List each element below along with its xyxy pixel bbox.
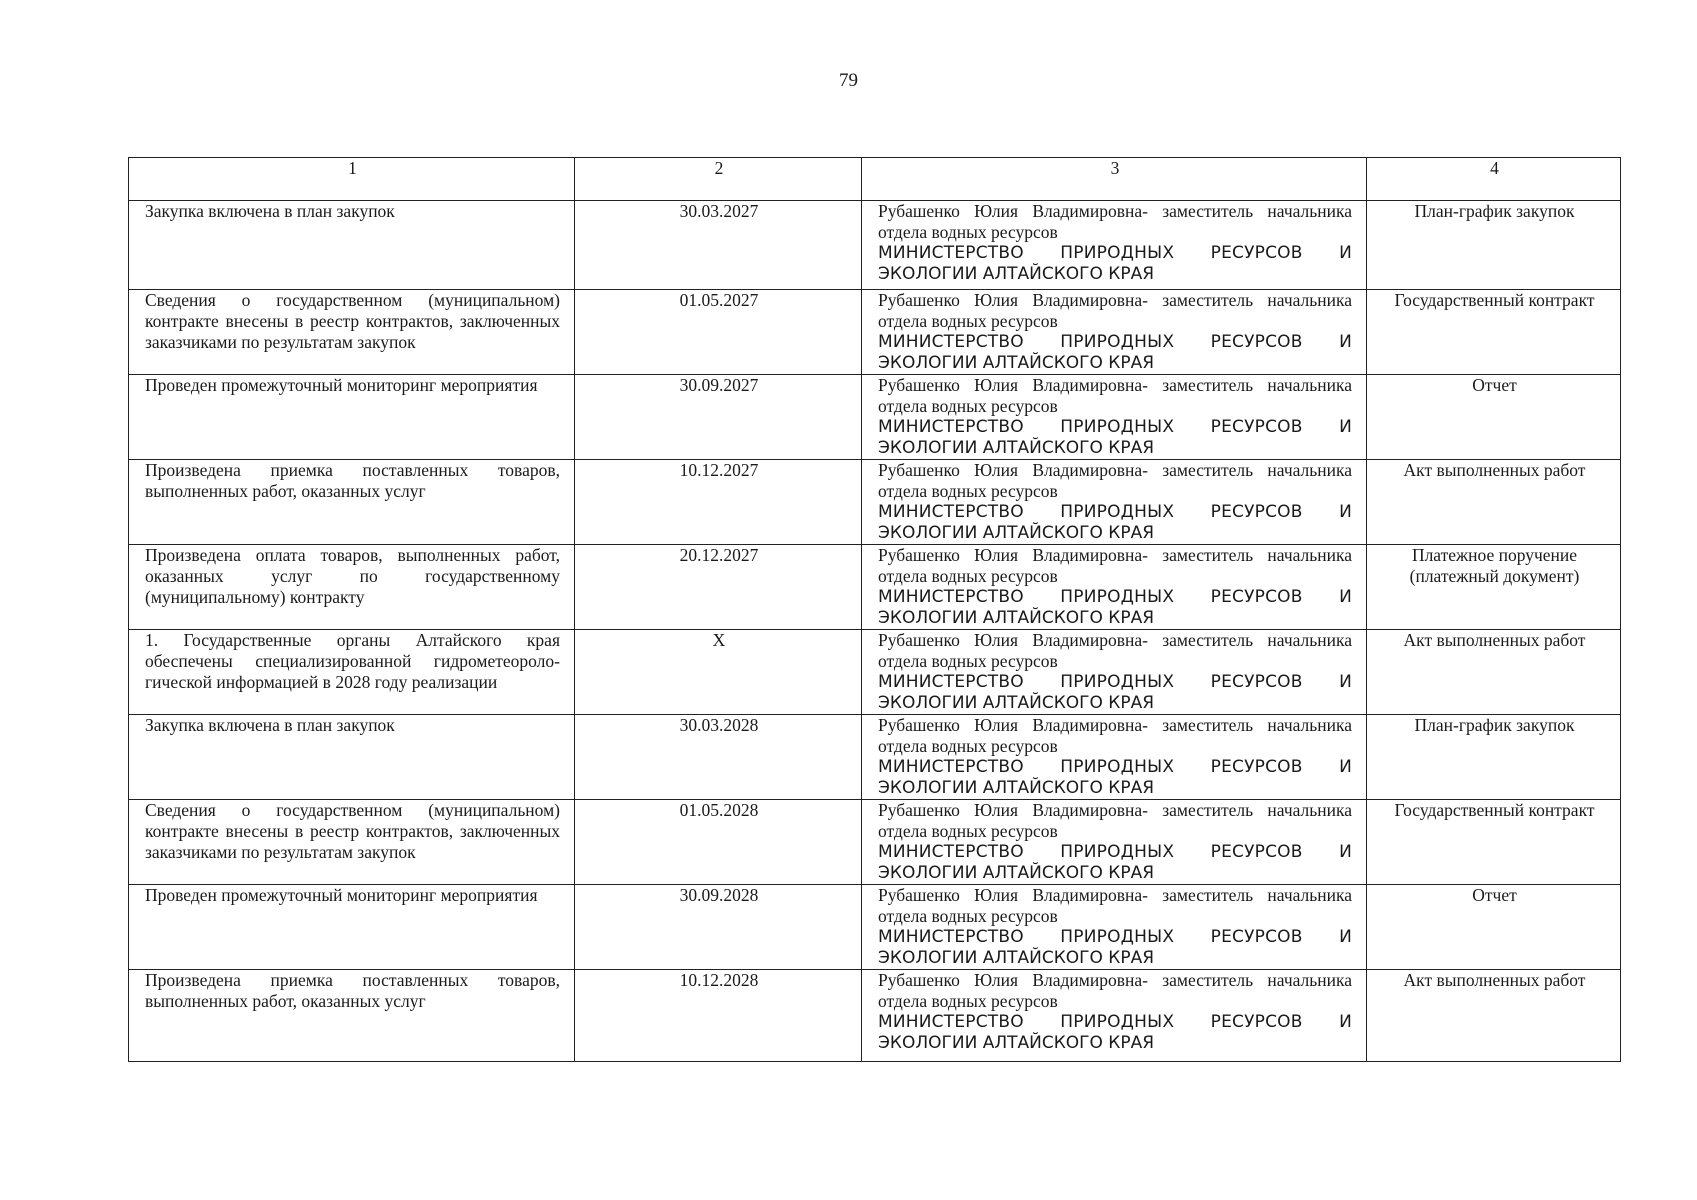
date-cell (575, 885, 862, 970)
responsible-name: Рубашенко Юлия Владимировна- заместитель начальника (878, 290, 1352, 310)
responsible-cell (862, 970, 1367, 1062)
date-text: 20.12.2027 (679, 545, 759, 565)
table-row (129, 460, 1621, 545)
date-cell (575, 715, 862, 800)
responsible-org-line2: ЭКОЛОГИИ АЛТАЙСКОГО КРАЯ (878, 948, 1155, 968)
column-header: 2 (575, 158, 862, 201)
document-text: Акт выполненных работ (1403, 630, 1586, 650)
event-cell (129, 375, 575, 460)
responsible-department: отдела водных ресурсов (878, 651, 1058, 671)
responsible-name: Рубашенко Юлия Владимировна- заместитель начальника (878, 970, 1352, 990)
document-cell (1367, 630, 1621, 715)
event-text: Закупка включена в план закупок (145, 715, 395, 735)
event-cell (129, 201, 575, 290)
date-text: 10.12.2027 (679, 460, 759, 480)
document-text: Акт выполненных работ (1403, 460, 1586, 480)
date-text: X (712, 630, 726, 650)
responsible-org-line1: МИНИСТЕРСТВО ПРИРОДНЫХ РЕСУРСОВ И (878, 927, 1352, 947)
responsible-org-line1: МИНИСТЕРСТВО ПРИРОДНЫХ РЕСУРСОВ И (878, 842, 1352, 862)
responsible-org-line2: ЭКОЛОГИИ АЛТАЙСКОГО КРАЯ (878, 1033, 1155, 1053)
date-text: 01.05.2027 (679, 290, 759, 310)
date-text: 30.03.2027 (679, 201, 759, 221)
responsible-org-line2: ЭКОЛОГИИ АЛТАЙСКОГО КРАЯ (878, 523, 1155, 543)
document-cell (1367, 885, 1621, 970)
event-cell (129, 290, 575, 375)
table-row (129, 885, 1621, 970)
responsible-department: отдела водных ресурсов (878, 906, 1058, 926)
schedule-table (128, 157, 1621, 1062)
responsible-org-line1: МИНИСТЕРСТВО ПРИРОДНЫХ РЕСУРСОВ И (878, 502, 1352, 522)
event-cell (129, 970, 575, 1062)
date-cell (575, 201, 862, 290)
event-text: Сведения о государственном (муниципальном) контракте внесены в реестр контрактов, заключенных заказчиками по результатам закупок (145, 800, 560, 862)
responsible-department: отдела водных ресурсов (878, 311, 1058, 331)
date-cell (575, 375, 862, 460)
date-cell (575, 290, 862, 375)
document-cell (1367, 375, 1621, 460)
event-cell (129, 800, 575, 885)
date-text: 01.05.2028 (679, 800, 759, 820)
column-header: 4 (1367, 158, 1621, 201)
responsible-org-line1: МИНИСТЕРСТВО ПРИРОДНЫХ РЕСУРСОВ И (878, 587, 1352, 607)
responsible-name: Рубашенко Юлия Владимировна- заместитель начальника (878, 630, 1352, 650)
event-text: Произведена приемка поставленных товаров, выполненных работ, оказанных услуг (145, 970, 560, 1011)
responsible-org-line2: ЭКОЛОГИИ АЛТАЙСКОГО КРАЯ (878, 264, 1155, 284)
table-row (129, 290, 1621, 375)
table-row (129, 545, 1621, 630)
event-text: Проведен промежуточный мониторинг мероприятия (145, 885, 538, 905)
responsible-org-line2: ЭКОЛОГИИ АЛТАЙСКОГО КРАЯ (878, 353, 1155, 373)
responsible-cell (862, 800, 1367, 885)
event-text: Произведена приемка поставленных товаров, выполненных работ, оказанных услуг (145, 460, 560, 501)
event-cell (129, 630, 575, 715)
date-text: 10.12.2028 (679, 970, 759, 990)
table-header-row (129, 158, 1621, 201)
event-text: Закупка включена в план закупок (145, 201, 395, 221)
responsible-name: Рубашенко Юлия Владимировна- заместитель начальника (878, 201, 1352, 221)
event-cell (129, 545, 575, 630)
responsible-org-line2: ЭКОЛОГИИ АЛТАЙСКОГО КРАЯ (878, 778, 1155, 798)
responsible-cell (862, 885, 1367, 970)
document-text: Государственный контракт (1394, 290, 1595, 310)
page-number: 79 (839, 70, 858, 91)
responsible-org-line2: ЭКОЛОГИИ АЛТАЙСКОГО КРАЯ (878, 693, 1155, 713)
responsible-org-line2: ЭКОЛОГИИ АЛТАЙСКОГО КРАЯ (878, 438, 1155, 458)
responsible-department: отдела водных ресурсов (878, 396, 1058, 416)
responsible-org-line1: МИНИСТЕРСТВО ПРИРОДНЫХ РЕСУРСОВ И (878, 417, 1352, 437)
responsible-department: отдела водных ресурсов (878, 222, 1058, 242)
responsible-name: Рубашенко Юлия Владимировна- заместитель начальника (878, 375, 1352, 395)
column-header: 1 (129, 158, 575, 201)
document-text: Платежное поручение (платежный документ) (1409, 545, 1580, 586)
responsible-org-line1: МИНИСТЕРСТВО ПРИРОДНЫХ РЕСУРСОВ И (878, 757, 1352, 777)
document-cell (1367, 460, 1621, 545)
table-row (129, 630, 1621, 715)
date-cell (575, 630, 862, 715)
responsible-department: отдела водных ресурсов (878, 821, 1058, 841)
table-row (129, 800, 1621, 885)
responsible-name: Рубашенко Юлия Владимировна- заместитель начальника (878, 885, 1352, 905)
document-cell (1367, 970, 1621, 1062)
table-row (129, 715, 1621, 800)
date-cell (575, 545, 862, 630)
responsible-cell (862, 545, 1367, 630)
responsible-cell (862, 201, 1367, 290)
responsible-cell (862, 290, 1367, 375)
document-cell (1367, 201, 1621, 290)
responsible-name: Рубашенко Юлия Владимировна- заместитель начальника (878, 460, 1352, 480)
event-cell (129, 460, 575, 545)
document-text: План-график закупок (1414, 715, 1575, 735)
table-row (129, 201, 1621, 290)
event-cell (129, 715, 575, 800)
date-cell (575, 970, 862, 1062)
responsible-cell (862, 715, 1367, 800)
responsible-name: Рубашенко Юлия Владимировна- заместитель начальника (878, 545, 1352, 565)
date-cell (575, 460, 862, 545)
responsible-department: отдела водных ресурсов (878, 736, 1058, 756)
responsible-name: Рубашенко Юлия Владимировна- заместитель начальника (878, 715, 1352, 735)
table-row (129, 970, 1621, 1062)
date-cell (575, 800, 862, 885)
event-text: Проведен промежуточный мониторинг мероприятия (145, 375, 538, 395)
document-cell (1367, 800, 1621, 885)
document-text: Государственный контракт (1394, 800, 1595, 820)
event-cell (129, 885, 575, 970)
responsible-org-line1: МИНИСТЕРСТВО ПРИРОДНЫХ РЕСУРСОВ И (878, 1012, 1352, 1032)
document-cell (1367, 290, 1621, 375)
responsible-org-line2: ЭКОЛОГИИ АЛТАЙСКОГО КРАЯ (878, 863, 1155, 883)
event-text: 1. Государственные органы Алтайского края обеспечены специализированной гидрометеороло-гической информацией в 2028 году реализации (145, 630, 560, 692)
responsible-org-line1: МИНИСТЕРСТВО ПРИРОДНЫХ РЕСУРСОВ И (878, 672, 1352, 692)
date-text: 30.09.2028 (679, 885, 759, 905)
date-text: 30.03.2028 (679, 715, 759, 735)
document-cell (1367, 545, 1621, 630)
responsible-name: Рубашенко Юлия Владимировна- заместитель начальника (878, 800, 1352, 820)
responsible-department: отдела водных ресурсов (878, 481, 1058, 501)
event-text: Сведения о государственном (муниципальном) контракте внесены в реестр контрактов, заключенных заказчиками по результатам закупок (145, 290, 560, 352)
responsible-department: отдела водных ресурсов (878, 566, 1058, 586)
document-text: Отчет (1472, 375, 1517, 395)
event-text: Произведена оплата товаров, выполненных работ, оказанных услуг по государственному (муниципальному) контракту (145, 545, 560, 607)
document-cell (1367, 715, 1621, 800)
responsible-org-line1: МИНИСТЕРСТВО ПРИРОДНЫХ РЕСУРСОВ И (878, 332, 1352, 352)
document-text: Отчет (1472, 885, 1517, 905)
table-row (129, 375, 1621, 460)
responsible-org-line2: ЭКОЛОГИИ АЛТАЙСКОГО КРАЯ (878, 608, 1155, 628)
document-text: План-график закупок (1414, 201, 1575, 221)
responsible-org-line1: МИНИСТЕРСТВО ПРИРОДНЫХ РЕСУРСОВ И (878, 243, 1352, 263)
responsible-cell (862, 375, 1367, 460)
document-text: Акт выполненных работ (1403, 970, 1586, 990)
date-text: 30.09.2027 (679, 375, 759, 395)
responsible-cell (862, 630, 1367, 715)
column-header: 3 (862, 158, 1367, 201)
responsible-cell (862, 460, 1367, 545)
responsible-department: отдела водных ресурсов (878, 991, 1058, 1011)
